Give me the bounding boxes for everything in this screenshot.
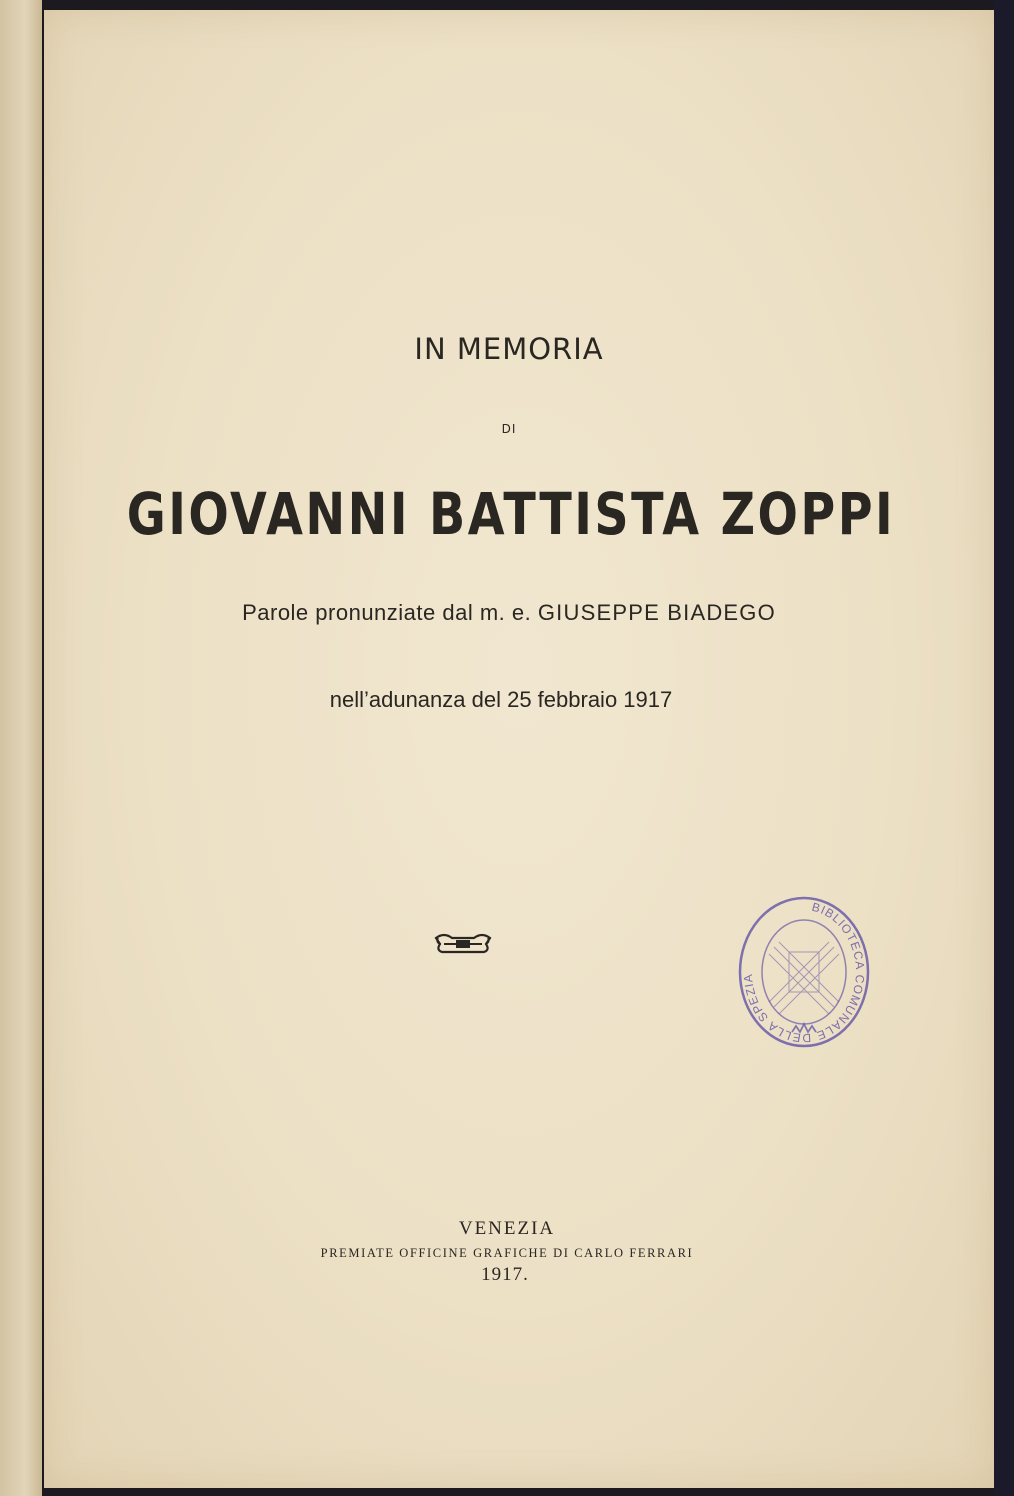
- subtitle: [34, 600, 984, 626]
- title-page: [44, 10, 994, 1488]
- heading: IN MEMORIA: [414, 332, 604, 366]
- library-stamp-icon: [734, 892, 874, 1052]
- subject-name: GIOVANNI BATTISTA ZOPPI: [126, 480, 896, 548]
- stamp-text: BIBLIOTECA COMUNALE DELLA SPEZIA: [740, 899, 868, 1046]
- imprint-year: 1917.: [481, 1264, 529, 1285]
- imprint-printer: PREMIATE OFFICINE GRAFICHE DI CARLO FERRARI: [320, 1246, 694, 1260]
- scan-border: [994, 0, 1014, 1496]
- imprint-city: VENEZIA: [458, 1218, 556, 1239]
- speaker-name: GIUSEPPE BIADEGO: [537, 600, 776, 625]
- subtitle-prefix: Parole pronunziate dal m. e.: [242, 600, 532, 625]
- occasion-line: nell’adunanza del 25 febbraio 1917: [329, 687, 673, 712]
- connector-word: DI: [501, 422, 517, 436]
- scroll-ornament-icon: [434, 930, 492, 956]
